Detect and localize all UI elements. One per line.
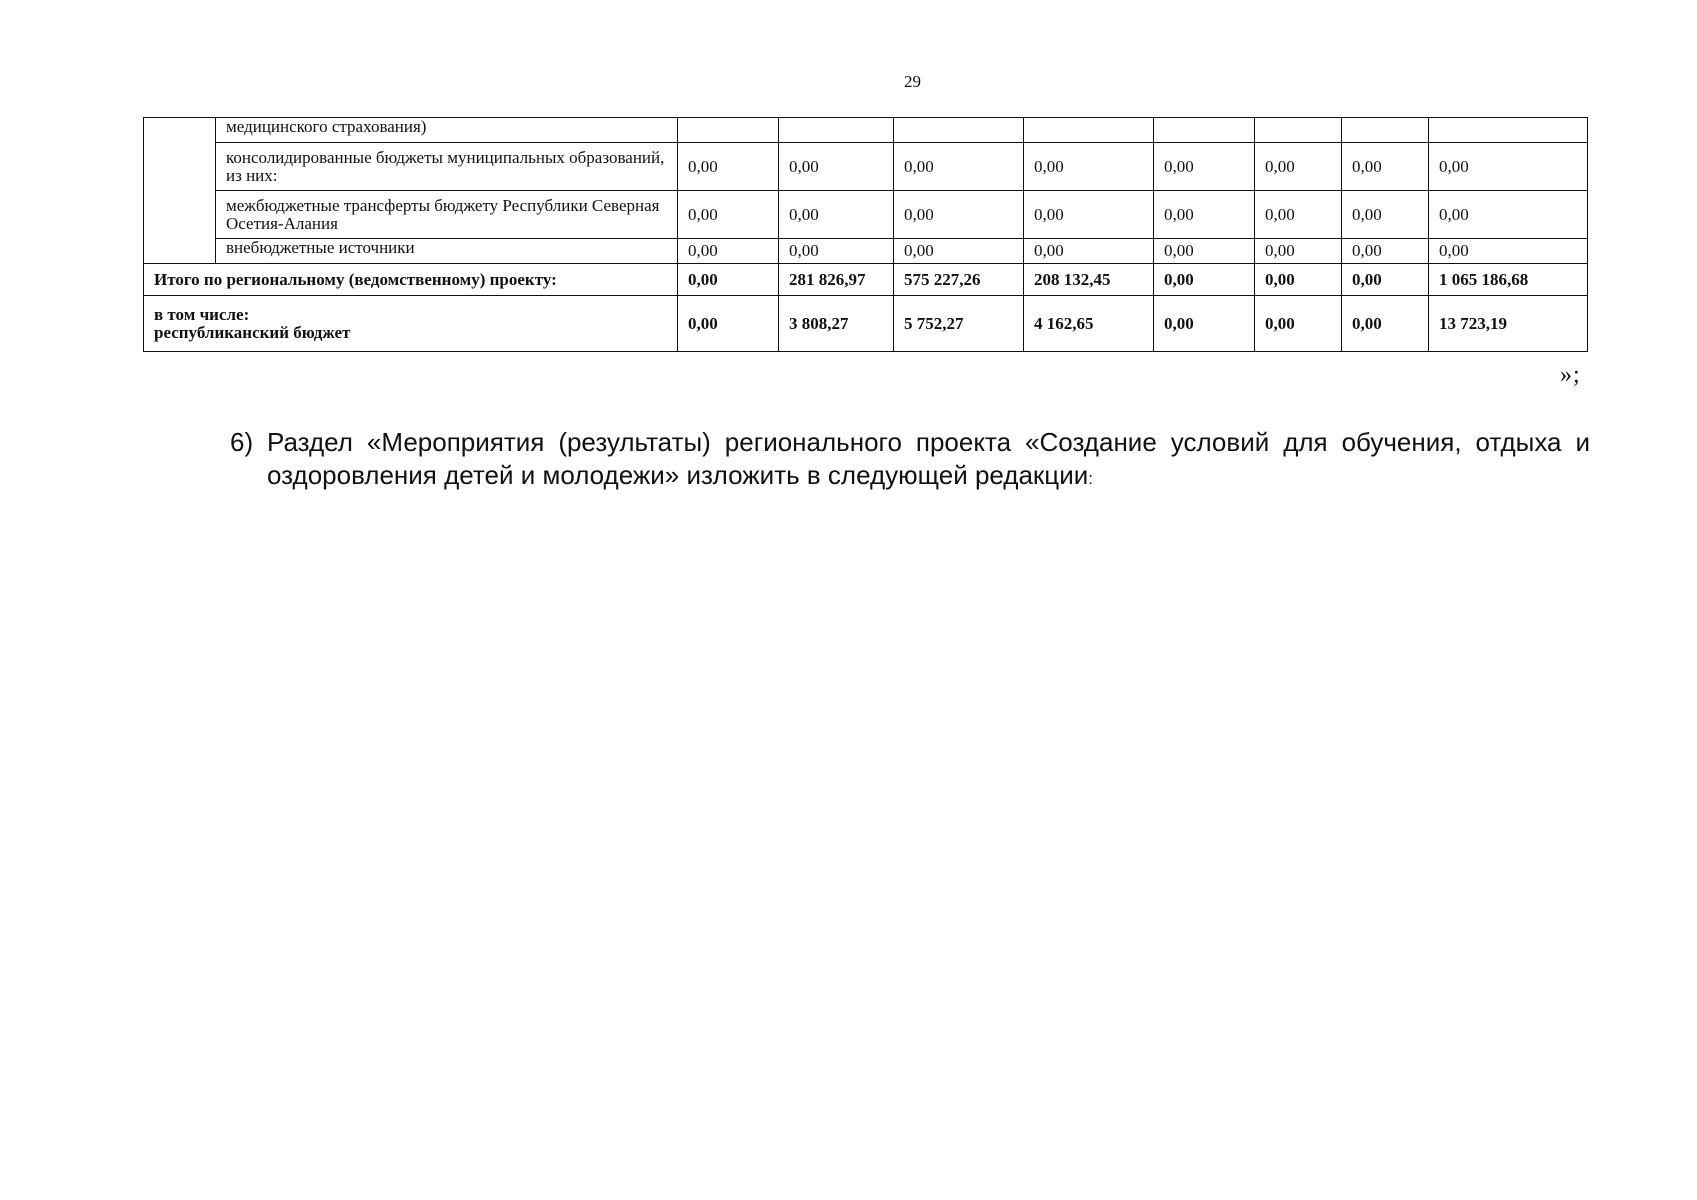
paragraph-number: 6) bbox=[230, 427, 254, 457]
row-label: межбюджетные трансферты бюджету Республики Северная Осетия-Алания bbox=[216, 191, 678, 239]
empty-indent-cell bbox=[144, 118, 216, 264]
value-cell: 0,00 bbox=[1255, 191, 1342, 239]
value-cell: 0,00 bbox=[1429, 239, 1588, 264]
including-value-cell: 3 808,27 bbox=[779, 296, 894, 352]
including-label-line1: в том числе: bbox=[154, 304, 250, 324]
including-value-cell: 13 723,19 bbox=[1429, 296, 1588, 352]
including-label-line2: республиканский бюджет bbox=[154, 322, 351, 342]
including-value-cell: 0,00 bbox=[1154, 296, 1255, 352]
value-cell: 0,00 bbox=[1024, 191, 1154, 239]
table-row bbox=[144, 239, 1588, 264]
value-cell: 0,00 bbox=[779, 239, 894, 264]
including-row bbox=[144, 296, 1588, 352]
value-cell: 0,00 bbox=[1154, 239, 1255, 264]
value-cell: 0,00 bbox=[894, 143, 1024, 191]
total-value-cell: 1 065 186,68 bbox=[1429, 264, 1588, 296]
table-row bbox=[144, 118, 1588, 143]
value-cell bbox=[1154, 118, 1255, 143]
total-value-cell: 0,00 bbox=[1154, 264, 1255, 296]
paragraph-colon: : bbox=[1088, 469, 1093, 488]
paragraph-text: Раздел «Мероприятия (результаты) регионального проекта «Создание условий для обучения, отдыха и оздоровления детей и молодежи» изложить в следующей редакции bbox=[267, 427, 1590, 490]
total-value-cell: 575 227,26 bbox=[894, 264, 1024, 296]
total-value-cell: 0,00 bbox=[1342, 264, 1429, 296]
total-value-cell: 208 132,45 bbox=[1024, 264, 1154, 296]
including-value-cell: 4 162,65 bbox=[1024, 296, 1154, 352]
value-cell: 0,00 bbox=[1154, 191, 1255, 239]
total-value-cell: 281 826,97 bbox=[779, 264, 894, 296]
value-cell: 0,00 bbox=[894, 239, 1024, 264]
value-cell: 0,00 bbox=[1024, 239, 1154, 264]
table-row bbox=[144, 191, 1588, 239]
including-value-cell: 0,00 bbox=[1342, 296, 1429, 352]
value-cell: 0,00 bbox=[1429, 191, 1588, 239]
total-value-cell: 0,00 bbox=[678, 264, 779, 296]
total-value-cell: 0,00 bbox=[1255, 264, 1342, 296]
value-cell: 0,00 bbox=[779, 191, 894, 239]
value-cell: 0,00 bbox=[1154, 143, 1255, 191]
row-label: внебюджетные источники bbox=[216, 239, 678, 264]
value-cell: 0,00 bbox=[1342, 191, 1429, 239]
value-cell bbox=[1342, 118, 1429, 143]
including-label bbox=[144, 296, 678, 352]
value-cell: 0,00 bbox=[1255, 239, 1342, 264]
budget-table bbox=[143, 117, 1588, 352]
value-cell: 0,00 bbox=[1342, 143, 1429, 191]
value-cell: 0,00 bbox=[1429, 143, 1588, 191]
table-row bbox=[144, 143, 1588, 191]
value-cell bbox=[678, 118, 779, 143]
value-cell: 0,00 bbox=[1255, 143, 1342, 191]
value-cell: 0,00 bbox=[1024, 143, 1154, 191]
including-value-cell: 0,00 bbox=[678, 296, 779, 352]
value-cell: 0,00 bbox=[678, 191, 779, 239]
value-cell: 0,00 bbox=[1342, 239, 1429, 264]
value-cell bbox=[1255, 118, 1342, 143]
amendment-paragraph bbox=[230, 426, 1590, 495]
value-cell bbox=[1024, 118, 1154, 143]
value-cell bbox=[779, 118, 894, 143]
including-value-cell: 0,00 bbox=[1255, 296, 1342, 352]
value-cell: 0,00 bbox=[779, 143, 894, 191]
value-cell bbox=[894, 118, 1024, 143]
value-cell: 0,00 bbox=[894, 191, 1024, 239]
total-row bbox=[144, 264, 1588, 296]
value-cell bbox=[1429, 118, 1588, 143]
value-cell: 0,00 bbox=[678, 143, 779, 191]
including-value-cell: 5 752,27 bbox=[894, 296, 1024, 352]
value-cell: 0,00 bbox=[678, 239, 779, 264]
row-label: консолидированные бюджеты муниципальных образований, из них: bbox=[216, 143, 678, 191]
paragraph-body bbox=[267, 426, 1590, 495]
row-label: медицинского страхования) bbox=[216, 118, 678, 143]
closing-quote: »; bbox=[1560, 362, 1581, 388]
page-number: 29 bbox=[904, 72, 921, 91]
total-label: Итого по региональному (ведомственному) проекту: bbox=[144, 264, 678, 296]
